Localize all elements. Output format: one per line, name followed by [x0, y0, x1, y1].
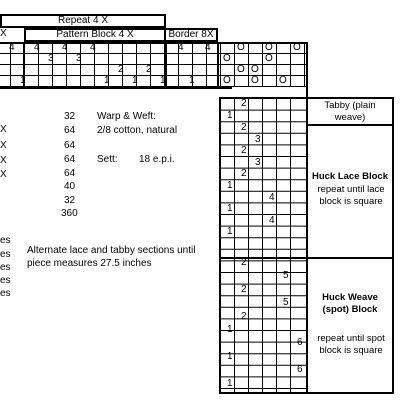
- circle-r3-b: O: [251, 64, 259, 75]
- lace-digit-10: 1: [227, 226, 233, 238]
- lace-digit-5: 2: [241, 168, 247, 180]
- left-es-2: es: [0, 249, 11, 260]
- thread-4-b: 4: [34, 42, 40, 53]
- lace-digit-9: 4: [269, 214, 275, 226]
- threading-grid-lines: [0, 43, 308, 87]
- threading-thick-borders: [0, 42, 308, 98]
- thread-4-e: 4: [178, 42, 184, 53]
- circle-r3-a: O: [237, 64, 245, 75]
- lace-digit-8: 1: [227, 203, 233, 215]
- spot-digit-10: 1: [227, 377, 233, 389]
- circle-r1-c: O: [293, 42, 301, 53]
- lace-digit-6: 1: [227, 180, 233, 191]
- huck-lace-subtitle: repeat until lace block is square: [317, 184, 385, 207]
- spot-digit-1: 2: [241, 257, 247, 268]
- note-line-2: piece measures 27.5 inches: [27, 258, 152, 269]
- tabby-label: Tabby (plain weave): [324, 100, 376, 123]
- huck-spot-title: Huck Weave (spot) Block: [322, 292, 378, 315]
- thread-3-b: 3: [76, 53, 82, 64]
- pattern-block-header-label: Pattern Block 4 X: [56, 29, 134, 40]
- thread-4-f: 4: [205, 42, 211, 53]
- lace-digit-4: 3: [255, 156, 261, 168]
- left-x-1: X: [0, 124, 7, 135]
- left-x-mark: X: [0, 28, 7, 39]
- sett-value: 18 e.p.i.: [139, 154, 175, 165]
- circle-r4-b: O: [251, 75, 259, 86]
- left-es-4: es: [0, 275, 11, 286]
- spot-digit-2: 5: [283, 270, 289, 282]
- circle-r4-a: O: [223, 75, 231, 86]
- spot-digit-5: 2: [241, 310, 247, 322]
- thread-1-b: 1: [104, 75, 110, 86]
- lace-digit-2: 3: [255, 133, 261, 145]
- circle-r2-b: O: [265, 53, 273, 64]
- huck-spot-subtitle: repeat until spot block is square: [317, 333, 385, 356]
- thread-1-a: 1: [20, 75, 26, 86]
- left-es-3: es: [0, 262, 11, 273]
- tabby-digit-1: 2: [241, 98, 247, 109]
- spec-number-3: 64: [64, 140, 76, 151]
- spec-number-2: 64: [64, 125, 76, 136]
- thread-2-b: 2: [146, 64, 152, 75]
- circle-r1-a: O: [237, 42, 245, 53]
- spec-number-6: 40: [64, 181, 76, 192]
- repeat-header-label: Repeat 4 X: [57, 15, 109, 26]
- border-header-label: Border 8X: [168, 29, 214, 40]
- left-x-4: X: [0, 169, 7, 180]
- warp-weft-label: Warp & Weft:: [97, 111, 156, 122]
- spot-digit-9: 6: [297, 364, 303, 376]
- left-x-2: X: [0, 140, 7, 151]
- sett-label: Sett:: [97, 154, 118, 165]
- spot-digit-7: 6: [297, 337, 303, 349]
- circle-r4-c: O: [279, 75, 287, 86]
- spot-digit-8: 1: [227, 350, 233, 362]
- spot-digit-4: 5: [283, 297, 289, 309]
- thread-1-d: 1: [160, 75, 166, 86]
- left-es-1: es: [0, 235, 11, 246]
- spec-number-8: 360: [61, 208, 78, 219]
- treadling-grid-lines: [220, 98, 308, 393]
- circle-r2-a: O: [223, 53, 231, 64]
- spec-number-1: 32: [64, 111, 76, 122]
- warp-weft-value: 2/8 cotton, natural: [97, 125, 178, 136]
- thread-1-e: 1: [189, 75, 195, 86]
- thread-4-d: 4: [90, 42, 96, 53]
- thread-1-c: 1: [132, 75, 138, 86]
- huck-lace-title: Huck Lace Block: [311, 171, 389, 182]
- thread-4-a: 4: [9, 42, 15, 53]
- left-x-3: X: [0, 155, 7, 166]
- thread-4-c: 4: [62, 42, 68, 53]
- spec-number-7: 32: [64, 195, 76, 206]
- thread-3-a: 3: [48, 53, 54, 64]
- spot-digit-6: 1: [227, 324, 233, 335]
- spec-number-4: 64: [64, 154, 76, 165]
- tabby-digit-2: 1: [227, 110, 233, 121]
- left-es-5: es: [0, 288, 11, 299]
- spot-digit-3: 2: [241, 283, 247, 295]
- lace-digit-7: 4: [269, 191, 275, 203]
- note-line-1: Alternate lace and tabby sections until: [27, 245, 196, 256]
- thread-2-a: 2: [118, 64, 124, 75]
- lace-digit-3: 2: [241, 145, 247, 157]
- lace-digit-1: 2: [241, 122, 247, 133]
- circle-r1-b: O: [265, 42, 273, 53]
- spec-number-5: 64: [64, 168, 76, 179]
